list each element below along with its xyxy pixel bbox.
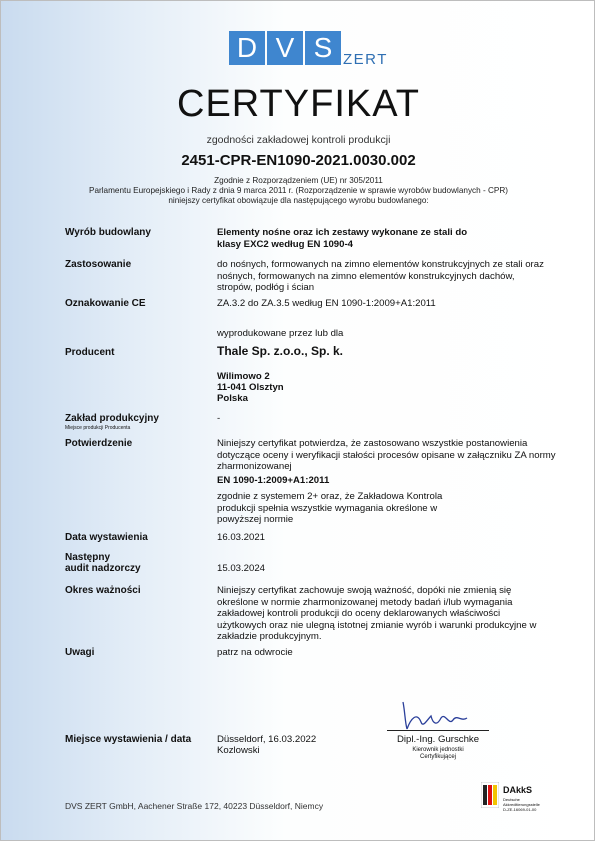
- dakks-logo: [481, 780, 551, 816]
- footer-address: DVS ZERT GmbH, Aachener Straße 172, 40223 Düsseldorf, Niemcy: [65, 801, 324, 811]
- application-label: Zastosowanie: [65, 259, 132, 270]
- page-title: CERTYFIKAT: [177, 83, 420, 125]
- confirmation-text: Niniejszy certyfikat potwierdza, że zastosowano wszystkie postanowienia dotyczące oceny i weryfikacji stałości procesów opisane w załączniku ZA normy zharmonizowanej: [217, 438, 556, 472]
- dakks-line-2: Akkreditierungsstelle: [503, 802, 540, 807]
- side-watermark: [564, 241, 584, 661]
- regulation-line-1: Zgodnie z Rozporządzeniem (UE) nr 305/2011: [214, 176, 383, 185]
- product-value: Elementy nośne oraz ich zestawy wykonane ze stali do klasy EXC2 według EN 1090-4: [217, 227, 468, 250]
- plant-sublabel: Miejsce produkcji Producenta: [65, 425, 131, 431]
- address-line-1: Wilimowo 2: [217, 371, 270, 382]
- signatory-name: Dipl.-Ing. Gurschke: [396, 734, 480, 745]
- issuer-name: Kozlowski: [217, 745, 260, 756]
- dakks-name: DAkkS: [503, 785, 533, 795]
- address-line-3: Polska: [217, 393, 248, 404]
- page-subtitle: zgodności zakładowej kontroli produkcji: [206, 134, 391, 146]
- signatory-role-1: Kierownik jednostki: [412, 747, 464, 753]
- product-label: Wyrób budowlany: [65, 227, 151, 238]
- dakks-line-3: D-ZE-16069-01-00: [503, 807, 537, 812]
- next-audit-label-2: audit nadzorczy: [65, 563, 141, 574]
- application-value: do nośnych, formowanych na zimno elementów konstrukcyjnych ze stali oraz nośnych, formowanych na zimno elementów konstrukcyjnych dachów, stropów, podłóg i ścian: [217, 259, 544, 293]
- dakks-emblem-icon: [481, 782, 499, 808]
- plant-label: Zakład produkcyjny: [65, 413, 159, 424]
- producer-name: Thale Sp. z.o.o., Sp. k.: [217, 344, 344, 358]
- place-label: Miejsce wystawienia / data: [65, 734, 192, 745]
- dakks-line-1: Deutsche: [503, 797, 520, 802]
- signature-image: [395, 698, 475, 732]
- dvs-zert-logo: [229, 31, 388, 68]
- confirmation-text-2: zgodnie z systemem 2+ oraz, że Zakładowa Kontrola produkcji spełnia wszystkie wymagania określone w powyższej normie: [217, 491, 443, 525]
- regulation-line-3: niniejszy certyfikat obowiązuje dla następującego wyrobu budowlanego:: [168, 196, 429, 205]
- regulation-line-2: Parlamentu Europejskiego i Rady z dnia 9 marca 2011 r. (Rozporządzenie w sprawie wyrobów budowlanych - CPR): [89, 186, 508, 195]
- next-audit-date: 15.03.2024: [217, 563, 266, 574]
- logo-letter-v: V: [267, 31, 303, 65]
- confirmation-norm: EN 1090-1:2009+A1:2011: [217, 475, 330, 486]
- notes-label: Uwagi: [65, 647, 95, 658]
- logo-zert-text: ZERT: [343, 51, 388, 68]
- validity-text: Niniejszy certyfikat zachowuje swoją ważność, dopóki nie zmienią się określone w normie zharmonizowanej metody badań i/lub wymagania zakładowej kontroli produkcji do oceny deklarowanych właściwości użytkowych oraz nie ulegną istotnej zmianie wyrób i warunki produkcyjne w zakładzie produkcyjnym.: [217, 585, 537, 642]
- notes-value: patrz na odwrocie: [217, 647, 293, 658]
- signature-line: [387, 730, 489, 731]
- confirmation-label: Potwierdzenie: [65, 438, 133, 449]
- producer-label: Producent: [65, 347, 115, 358]
- ce-value: ZA.3.2 do ZA.3.5 według EN 1090-1:2009+A1:2011: [217, 298, 436, 309]
- signatory-role-2: Certyfikującej: [419, 754, 456, 760]
- ce-label: Oznakowanie CE: [65, 298, 146, 309]
- certificate-number: 2451-CPR-EN1090-2021.0030.002: [181, 152, 416, 169]
- logo-letter-d: D: [229, 31, 265, 65]
- place-value: Düsseldorf, 16.03.2022: [217, 734, 317, 745]
- validity-label: Okres ważności: [65, 585, 141, 596]
- logo-letter-s: S: [305, 31, 341, 65]
- issue-date-label: Data wystawienia: [65, 532, 148, 543]
- next-audit-label-1: Następny: [65, 552, 111, 563]
- plant-value: -: [217, 413, 221, 424]
- issue-date: 16.03.2021: [217, 532, 266, 543]
- address-line-2: 11-041 Olsztyn: [217, 382, 284, 393]
- produced-by-text: wyprodukowane przez lub dla: [217, 328, 344, 339]
